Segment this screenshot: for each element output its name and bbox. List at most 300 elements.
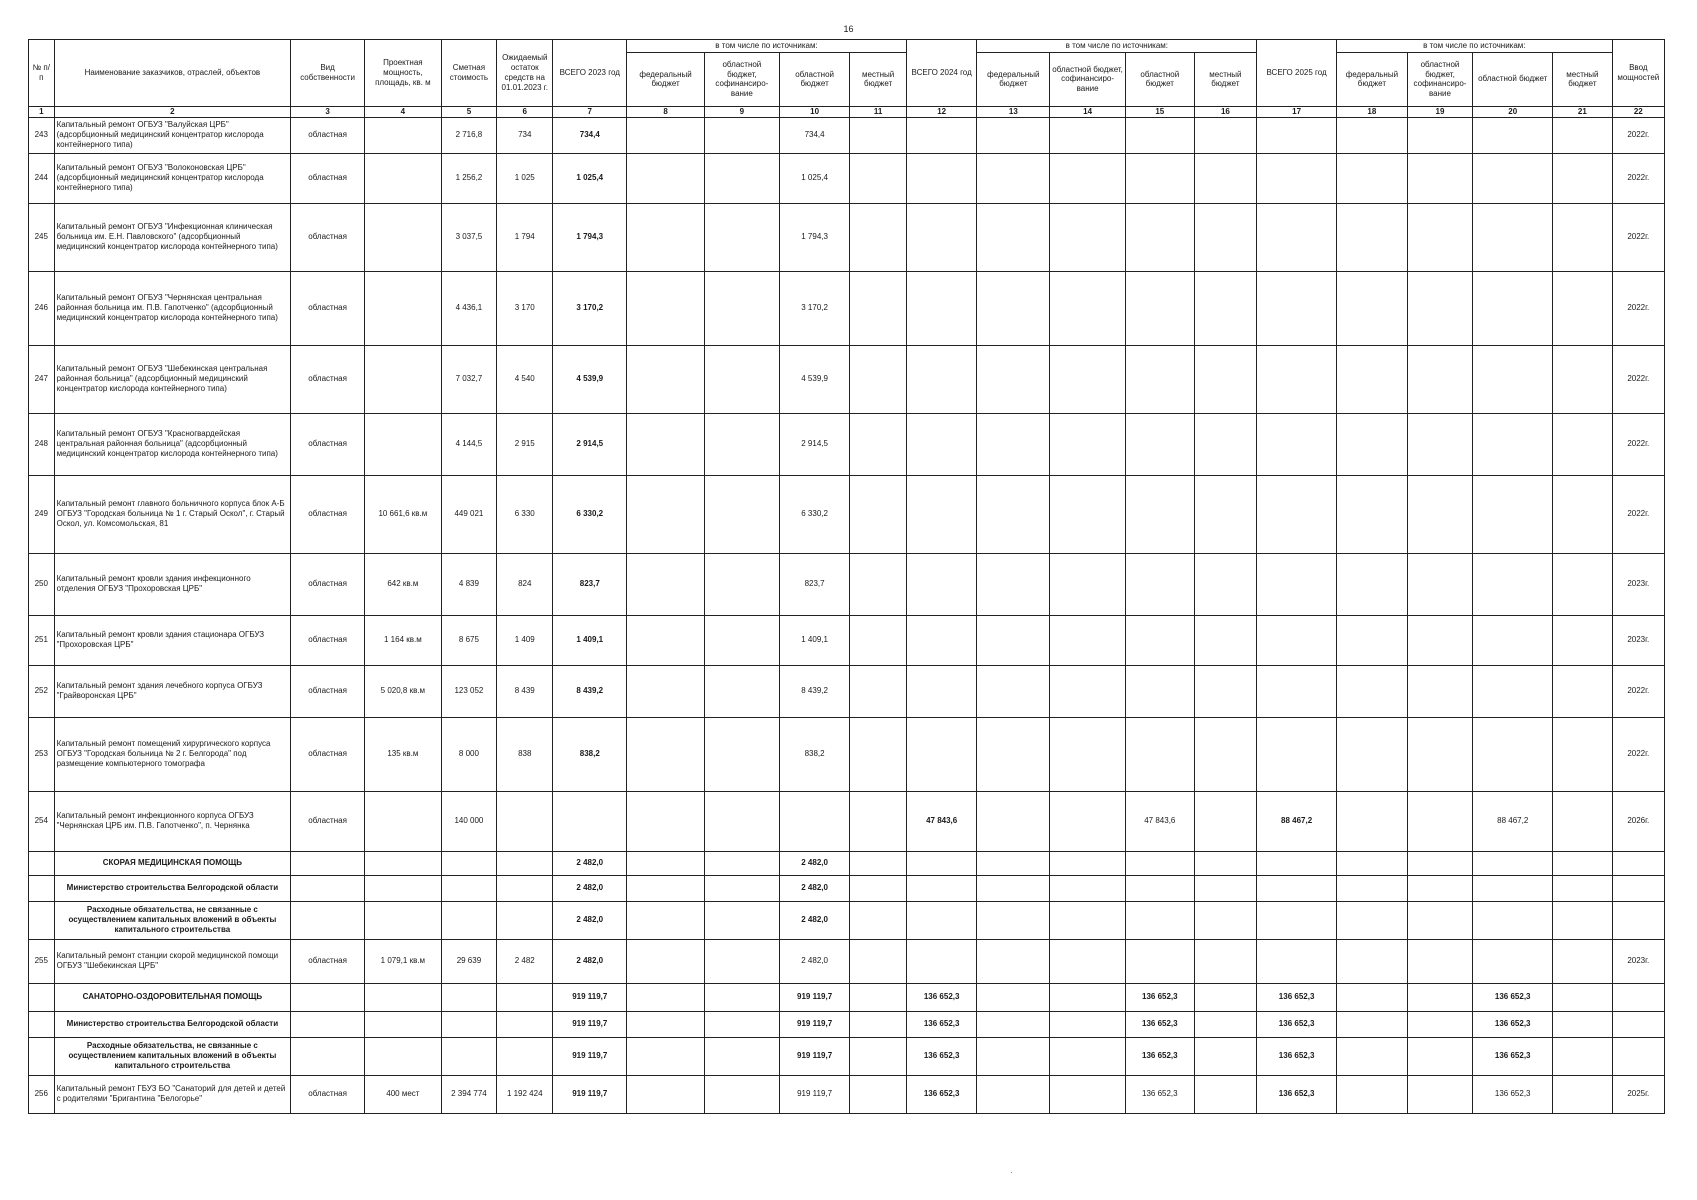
local-2023 [850, 271, 906, 345]
local-2025 [1553, 1075, 1612, 1113]
row-number: 250 [29, 553, 55, 615]
header-total-2025: ВСЕГО 2025 год [1257, 40, 1337, 107]
estimate-cost: 29 639 [441, 939, 496, 983]
column-number: 13 [977, 106, 1050, 117]
local-2023 [850, 413, 906, 475]
header-cofin-2024: областной бюджет, софинансиро-вание [1050, 52, 1126, 106]
total-2024 [906, 717, 977, 791]
total-2025 [1257, 153, 1337, 203]
local-2023 [850, 345, 906, 413]
local-2024 [1194, 117, 1257, 153]
commission-year [1612, 901, 1664, 939]
commission-year [1612, 875, 1664, 901]
row-number: 249 [29, 475, 55, 553]
total-2024 [906, 345, 977, 413]
total-2023: 1 794,3 [553, 203, 627, 271]
local-2025 [1553, 851, 1612, 875]
header-total-2023: ВСЕГО 2023 год [553, 40, 627, 107]
total-2025 [1257, 413, 1337, 475]
total-2023: 8 439,2 [553, 665, 627, 717]
cofinancing-2025 [1407, 901, 1473, 939]
total-2024 [906, 117, 977, 153]
cofinancing-2025 [1407, 203, 1473, 271]
regional-2025 [1473, 345, 1553, 413]
local-2024 [1194, 717, 1257, 791]
local-2025 [1553, 117, 1612, 153]
cofinancing-2024 [1050, 851, 1126, 875]
ownership [291, 983, 365, 1011]
cofinancing-2025 [1407, 345, 1473, 413]
local-2024 [1194, 271, 1257, 345]
cofinancing-2024 [1050, 983, 1126, 1011]
federal-2023 [627, 475, 705, 553]
cofinancing-2025 [1407, 791, 1473, 851]
cofinancing-2023 [705, 901, 780, 939]
commission-year [1612, 1011, 1664, 1037]
cofinancing-2023 [705, 851, 780, 875]
federal-2025 [1337, 939, 1408, 983]
federal-2025 [1337, 475, 1408, 553]
cofinancing-2024 [1050, 901, 1126, 939]
estimate-cost: 8 675 [441, 615, 496, 665]
regional-2023: 919 119,7 [779, 1011, 850, 1037]
commission-year: 2023г. [1612, 553, 1664, 615]
cofinancing-2024 [1050, 615, 1126, 665]
regional-2024: 47 843,6 [1126, 791, 1195, 851]
ownership: областная [291, 345, 365, 413]
column-number: 7 [553, 106, 627, 117]
federal-2025 [1337, 717, 1408, 791]
total-2024: 136 652,3 [906, 1037, 977, 1075]
federal-2025 [1337, 875, 1408, 901]
cofinancing-2024 [1050, 1075, 1126, 1113]
total-2024 [906, 851, 977, 875]
column-number: 17 [1257, 106, 1337, 117]
local-2024 [1194, 1037, 1257, 1075]
ownership [291, 875, 365, 901]
capacity: 135 кв.м [364, 717, 441, 791]
total-2025: 136 652,3 [1257, 1037, 1337, 1075]
cofinancing-2024 [1050, 271, 1126, 345]
local-2023 [850, 475, 906, 553]
header-regional-2023: областной бюджет [779, 52, 850, 106]
table-row [29, 665, 1665, 717]
commission-year: 2022г. [1612, 117, 1664, 153]
total-2024: 136 652,3 [906, 1011, 977, 1037]
ownership [291, 901, 365, 939]
column-number: 3 [291, 106, 365, 117]
regional-2024 [1126, 271, 1195, 345]
cofinancing-2023 [705, 203, 780, 271]
capacity [364, 875, 441, 901]
regional-2025 [1473, 851, 1553, 875]
total-2025: 88 467,2 [1257, 791, 1337, 851]
ownership: областная [291, 413, 365, 475]
object-name: Министерство строительства Белгородской области [54, 1011, 291, 1037]
expected-remainder: 838 [497, 717, 553, 791]
local-2025 [1553, 901, 1612, 939]
federal-2023 [627, 1075, 705, 1113]
budget-table [28, 39, 1665, 1114]
total-2023: 838,2 [553, 717, 627, 791]
commission-year: 2023г. [1612, 615, 1664, 665]
expected-remainder: 824 [497, 553, 553, 615]
local-2023 [850, 665, 906, 717]
cofinancing-2025 [1407, 875, 1473, 901]
federal-2023 [627, 1011, 705, 1037]
total-2025 [1257, 901, 1337, 939]
regional-2023: 4 539,9 [779, 345, 850, 413]
regional-2023: 2 482,0 [779, 939, 850, 983]
federal-2023 [627, 901, 705, 939]
regional-2024: 136 652,3 [1126, 983, 1195, 1011]
row-number: 246 [29, 271, 55, 345]
federal-2025 [1337, 553, 1408, 615]
federal-2024 [977, 1075, 1050, 1113]
local-2024 [1194, 1011, 1257, 1037]
total-2024 [906, 939, 977, 983]
regional-2025 [1473, 475, 1553, 553]
scan-speck: · [1010, 1168, 1013, 1177]
federal-2024 [977, 665, 1050, 717]
ownership: областная [291, 117, 365, 153]
capacity [364, 1011, 441, 1037]
regional-2024 [1126, 851, 1195, 875]
total-2024 [906, 203, 977, 271]
header-federal-2023: федеральный бюджет [627, 52, 705, 106]
regional-2024: 136 652,3 [1126, 1011, 1195, 1037]
federal-2025 [1337, 851, 1408, 875]
total-2023: 3 170,2 [553, 271, 627, 345]
local-2025 [1553, 1037, 1612, 1075]
total-2023: 2 482,0 [553, 875, 627, 901]
total-2023: 919 119,7 [553, 1037, 627, 1075]
federal-2025 [1337, 901, 1408, 939]
federal-2023 [627, 117, 705, 153]
row-number: 252 [29, 665, 55, 717]
total-2025 [1257, 717, 1337, 791]
cofinancing-2023 [705, 345, 780, 413]
cofinancing-2023 [705, 717, 780, 791]
estimate-cost: 2 394 774 [441, 1075, 496, 1113]
expected-remainder: 4 540 [497, 345, 553, 413]
federal-2023 [627, 791, 705, 851]
regional-2025 [1473, 153, 1553, 203]
total-2023: 2 482,0 [553, 901, 627, 939]
header-local-2025: местный бюджет [1553, 52, 1612, 106]
estimate-cost [441, 1011, 496, 1037]
object-name: Расходные обязательства, не связанные с осуществлением капитальных вложений в объекты капитального строительства [54, 1037, 291, 1075]
regional-2023: 919 119,7 [779, 1075, 850, 1113]
regional-2024 [1126, 553, 1195, 615]
expected-remainder: 1 192 424 [497, 1075, 553, 1113]
total-2023: 823,7 [553, 553, 627, 615]
total-2023: 919 119,7 [553, 1011, 627, 1037]
estimate-cost [441, 875, 496, 901]
row-number: 253 [29, 717, 55, 791]
local-2024 [1194, 475, 1257, 553]
expected-remainder: 1 794 [497, 203, 553, 271]
header-total-2024: ВСЕГО 2024 год [906, 40, 977, 107]
cofinancing-2025 [1407, 271, 1473, 345]
total-2024 [906, 901, 977, 939]
total-2024 [906, 875, 977, 901]
local-2025 [1553, 345, 1612, 413]
header-local-2023: местный бюджет [850, 52, 906, 106]
estimate-cost: 3 037,5 [441, 203, 496, 271]
total-2025: 136 652,3 [1257, 1075, 1337, 1113]
object-name: САНАТОРНО-ОЗДОРОВИТЕЛЬНАЯ ПОМОЩЬ [54, 983, 291, 1011]
local-2023 [850, 1075, 906, 1113]
object-name: Капитальный ремонт ОГБУЗ "Чернянская центральная районная больница им. П.В. Гапотченко" (адсорбционный медицинский концентратор кислорода контейнерного типа) [54, 271, 291, 345]
row-number: 255 [29, 939, 55, 983]
column-number: 16 [1194, 106, 1257, 117]
table-body [29, 117, 1665, 1113]
cofinancing-2024 [1050, 939, 1126, 983]
cofinancing-2023 [705, 1011, 780, 1037]
ownership: областная [291, 203, 365, 271]
local-2025 [1553, 983, 1612, 1011]
table-row [29, 553, 1665, 615]
regional-2025 [1473, 717, 1553, 791]
expected-remainder [497, 875, 553, 901]
expected-remainder [497, 901, 553, 939]
expected-remainder: 2 915 [497, 413, 553, 475]
regional-2023: 3 170,2 [779, 271, 850, 345]
total-2025 [1257, 553, 1337, 615]
header-local-2024: местный бюджет [1194, 52, 1257, 106]
object-name: Капитальный ремонт ОГБУЗ "Инфекционная клиническая больница им. Е.Н. Павловского" (адсорбционный медицинский концентратор кислорода контейнерного типа) [54, 203, 291, 271]
row-number [29, 1037, 55, 1075]
federal-2025 [1337, 153, 1408, 203]
capacity: 5 020,8 кв.м [364, 665, 441, 717]
cofinancing-2025 [1407, 665, 1473, 717]
federal-2025 [1337, 983, 1408, 1011]
local-2024 [1194, 153, 1257, 203]
federal-2025 [1337, 117, 1408, 153]
federal-2025 [1337, 345, 1408, 413]
expected-remainder: 1 409 [497, 615, 553, 665]
regional-2025 [1473, 117, 1553, 153]
table-row [29, 615, 1665, 665]
federal-2023 [627, 153, 705, 203]
estimate-cost: 449 021 [441, 475, 496, 553]
table-row [29, 271, 1665, 345]
cofinancing-2023 [705, 1075, 780, 1113]
local-2025 [1553, 475, 1612, 553]
federal-2024 [977, 413, 1050, 475]
header-commission: Ввод мощностей [1612, 40, 1664, 107]
capacity [364, 901, 441, 939]
row-number: 247 [29, 345, 55, 413]
table-row [29, 203, 1665, 271]
ownership: областная [291, 717, 365, 791]
section-row [29, 983, 1665, 1011]
regional-2025 [1473, 413, 1553, 475]
federal-2024 [977, 983, 1050, 1011]
local-2024 [1194, 901, 1257, 939]
total-2023: 1 025,4 [553, 153, 627, 203]
regional-2024 [1126, 939, 1195, 983]
total-2024 [906, 665, 977, 717]
commission-year: 2023г. [1612, 939, 1664, 983]
capacity [364, 271, 441, 345]
commission-year: 2026г. [1612, 791, 1664, 851]
column-number: 20 [1473, 106, 1553, 117]
total-2025 [1257, 117, 1337, 153]
federal-2023 [627, 851, 705, 875]
total-2025: 136 652,3 [1257, 1011, 1337, 1037]
total-2024 [906, 615, 977, 665]
estimate-cost: 4 144,5 [441, 413, 496, 475]
local-2024 [1194, 939, 1257, 983]
cofinancing-2023 [705, 615, 780, 665]
capacity: 1 079,1 кв.м [364, 939, 441, 983]
federal-2024 [977, 475, 1050, 553]
regional-2023: 1 794,3 [779, 203, 850, 271]
row-number [29, 901, 55, 939]
federal-2023 [627, 615, 705, 665]
local-2023 [850, 1037, 906, 1075]
local-2024 [1194, 983, 1257, 1011]
table-row [29, 413, 1665, 475]
cofinancing-2023 [705, 413, 780, 475]
total-2025 [1257, 939, 1337, 983]
expected-remainder: 734 [497, 117, 553, 153]
federal-2025 [1337, 665, 1408, 717]
ownership: областная [291, 475, 365, 553]
regional-2025: 88 467,2 [1473, 791, 1553, 851]
total-2023: 919 119,7 [553, 1075, 627, 1113]
row-number: 254 [29, 791, 55, 851]
cofinancing-2023 [705, 153, 780, 203]
regional-2023: 1 025,4 [779, 153, 850, 203]
object-name: Капитальный ремонт помещений хирургического корпуса ОГБУЗ "Городская больница № 2 г. Белгорода" под размещение компьютерного томографа [54, 717, 291, 791]
total-2025: 136 652,3 [1257, 983, 1337, 1011]
total-2025 [1257, 345, 1337, 413]
object-name: Капитальный ремонт кровли здания инфекционного отделения ОГБУЗ "Прохоровская ЦРБ" [54, 553, 291, 615]
ownership: областная [291, 1075, 365, 1113]
section-row [29, 875, 1665, 901]
column-number-row [29, 106, 1665, 117]
ownership: областная [291, 939, 365, 983]
object-name: Капитальный ремонт главного больничного корпуса блок А-Б ОГБУЗ "Городская больница № 1 г. Старый Оскол", г. Старый Оскол, ул. Комсомольская, 81 [54, 475, 291, 553]
capacity: 10 661,6 кв.м [364, 475, 441, 553]
header-capacity: Проектная мощность, площадь, кв. м [364, 40, 441, 107]
federal-2023 [627, 413, 705, 475]
regional-2023: 823,7 [779, 553, 850, 615]
object-name: Капитальный ремонт ОГБУЗ "Шебекинская центральная районная больница" (адсорбционный медицинский концентратор кислорода контейнерного типа) [54, 345, 291, 413]
row-number [29, 851, 55, 875]
cofinancing-2024 [1050, 665, 1126, 717]
column-number: 12 [906, 106, 977, 117]
expected-remainder [497, 983, 553, 1011]
federal-2025 [1337, 271, 1408, 345]
local-2024 [1194, 553, 1257, 615]
regional-2024 [1126, 413, 1195, 475]
regional-2024: 136 652,3 [1126, 1075, 1195, 1113]
local-2025 [1553, 413, 1612, 475]
local-2023 [850, 153, 906, 203]
header-name: Наименование заказчиков, отраслей, объектов [54, 40, 291, 107]
table-row [29, 345, 1665, 413]
local-2023 [850, 901, 906, 939]
expected-remainder: 2 482 [497, 939, 553, 983]
ownership: областная [291, 153, 365, 203]
federal-2024 [977, 117, 1050, 153]
column-number: 2 [54, 106, 291, 117]
local-2023 [850, 1011, 906, 1037]
local-2023 [850, 851, 906, 875]
table-row [29, 791, 1665, 851]
cofinancing-2024 [1050, 1037, 1126, 1075]
cofinancing-2025 [1407, 983, 1473, 1011]
federal-2023 [627, 717, 705, 791]
estimate-cost: 1 256,2 [441, 153, 496, 203]
total-2023: 2 914,5 [553, 413, 627, 475]
regional-2023: 919 119,7 [779, 1037, 850, 1075]
column-number: 10 [779, 106, 850, 117]
federal-2023 [627, 875, 705, 901]
total-2023: 4 539,9 [553, 345, 627, 413]
federal-2025 [1337, 791, 1408, 851]
capacity [364, 345, 441, 413]
section-row [29, 851, 1665, 875]
federal-2023 [627, 665, 705, 717]
expected-remainder: 6 330 [497, 475, 553, 553]
row-number: 248 [29, 413, 55, 475]
cofinancing-2023 [705, 791, 780, 851]
local-2024 [1194, 851, 1257, 875]
table-row [29, 717, 1665, 791]
header-sources-2023: в том числе по источникам: [627, 40, 907, 53]
row-number [29, 983, 55, 1011]
total-2025 [1257, 665, 1337, 717]
federal-2023 [627, 271, 705, 345]
object-name: Капитальный ремонт ОГБУЗ "Красногвардейская центральная районная больница" (адсорбционный медицинский концентратор кислорода контейнерного типа) [54, 413, 291, 475]
object-name: Капитальный ремонт ГБУЗ БО "Санаторий для детей и детей с родителями "Бригантина "Белогорье" [54, 1075, 291, 1113]
local-2025 [1553, 615, 1612, 665]
total-2024 [906, 413, 977, 475]
regional-2023: 2 914,5 [779, 413, 850, 475]
federal-2024 [977, 717, 1050, 791]
local-2024 [1194, 345, 1257, 413]
estimate-cost: 140 000 [441, 791, 496, 851]
row-number: 243 [29, 117, 55, 153]
total-2025 [1257, 271, 1337, 345]
federal-2024 [977, 939, 1050, 983]
expected-remainder: 8 439 [497, 665, 553, 717]
regional-2023: 1 409,1 [779, 615, 850, 665]
section-row [29, 1011, 1665, 1037]
header-regional-2025: областной бюджет [1473, 52, 1553, 106]
estimate-cost: 4 839 [441, 553, 496, 615]
cofinancing-2025 [1407, 117, 1473, 153]
page-number: 16 [843, 24, 854, 34]
table-row [29, 475, 1665, 553]
local-2023 [850, 939, 906, 983]
regional-2025 [1473, 615, 1553, 665]
regional-2025 [1473, 901, 1553, 939]
commission-year [1612, 983, 1664, 1011]
ownership: областная [291, 553, 365, 615]
object-name: Капитальный ремонт кровли здания стационара ОГБУЗ "Прохоровская ЦРБ" [54, 615, 291, 665]
column-number: 5 [441, 106, 496, 117]
cofinancing-2023 [705, 875, 780, 901]
regional-2024: 136 652,3 [1126, 1037, 1195, 1075]
regional-2024 [1126, 901, 1195, 939]
total-2023: 734,4 [553, 117, 627, 153]
